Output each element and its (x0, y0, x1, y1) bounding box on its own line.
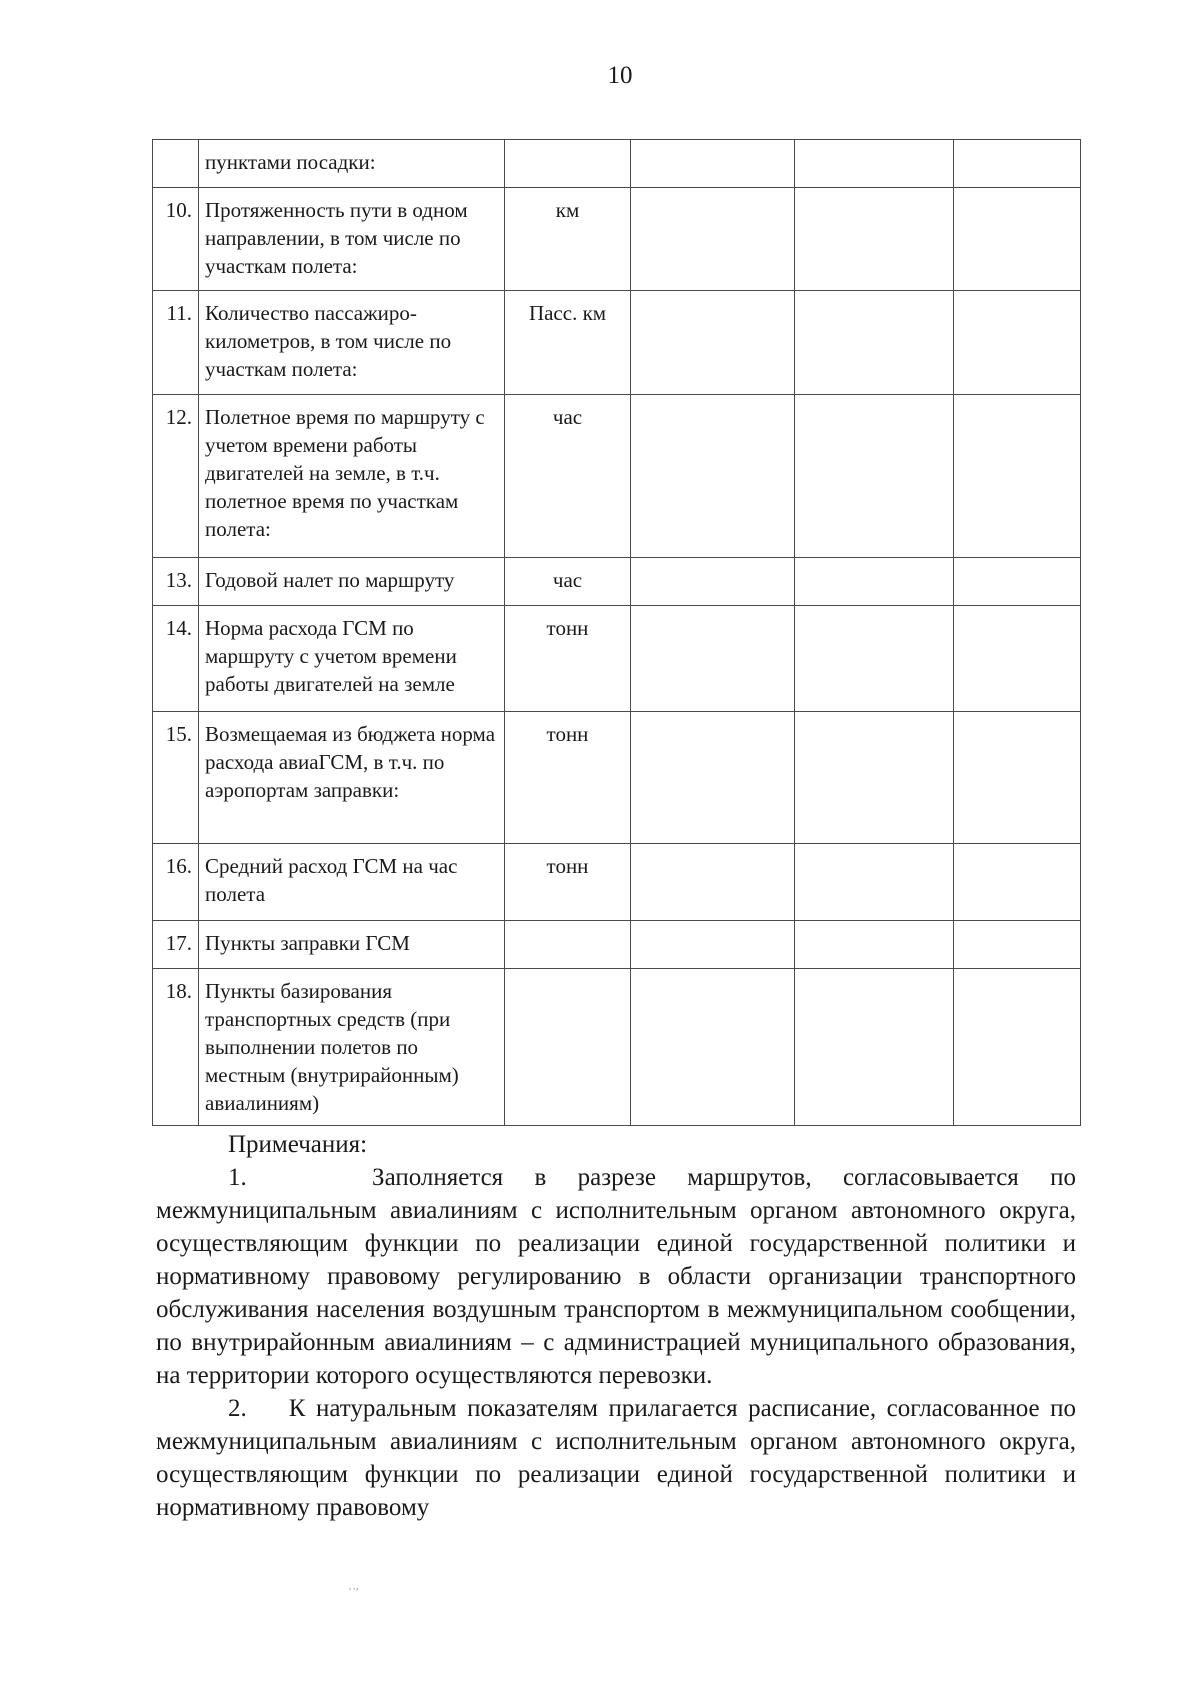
row-unit: час (505, 558, 631, 606)
row-label: Полетное время по маршруту с учетом времени работы двигателей на земле, в т.ч. полетное время по участкам полета: (199, 395, 505, 558)
row-label: Возмещаемая из бюджета норма расхода авиаГСМ, в т.ч. по аэропортам заправки: (199, 712, 505, 844)
row-unit: Пасс. км (505, 291, 631, 395)
note-item-1: 1. Заполняется в разрезе маршрутов, согласовывается по межмуниципальным авиалиниям с исполнительным органом автономного округа, осуществляющим функции по реализации единой государственной политики и нормативному правовому регулированию в области организации транспортного обслуживания населения воздушным транспортом в межмуниципальном сообщении, по внутрирайонным авиалиниям – с администрацией муниципального образования, на территории которого осуществляются перевозки. (156, 1164, 1076, 1389)
row-number: 12. (153, 395, 199, 558)
row-label: Пункты базирования транспортных средств (при выполнении полетов по местным (внутрирайонным) авиалиниям) (199, 969, 505, 1126)
table-row (153, 188, 1081, 291)
table-row (153, 395, 1081, 558)
empty-cell (954, 291, 1081, 395)
table-row (153, 844, 1081, 921)
empty-cell (631, 606, 795, 712)
row-label: Протяженность пути в одном направлении, в том числе по участкам полета: (199, 188, 505, 291)
empty-cell (954, 140, 1081, 188)
row-unit (505, 140, 631, 188)
table-row (153, 140, 1081, 188)
empty-cell (795, 188, 954, 291)
indicators-table (152, 139, 1081, 1126)
empty-cell (631, 921, 795, 969)
row-label: Средний расход ГСМ на час полета (199, 844, 505, 921)
empty-cell (954, 558, 1081, 606)
row-label: Годовой налет по маршруту (199, 558, 505, 606)
empty-cell (954, 921, 1081, 969)
empty-cell (954, 188, 1081, 291)
row-number: 11. (153, 291, 199, 395)
table-row (153, 606, 1081, 712)
row-number: 10. (153, 188, 199, 291)
empty-cell (954, 844, 1081, 921)
note-item-2: 2. К натуральным показателям прилагается расписание, согласованное по межмуниципальным авиалиниям с исполнительным органом автономного округа, осуществляющим функции по реализации единой государственной политики и нормативному правовому (156, 1395, 1076, 1521)
empty-cell (631, 712, 795, 844)
row-number (153, 140, 199, 188)
table-row (153, 291, 1081, 395)
row-number: 14. (153, 606, 199, 712)
row-number: 15. (153, 712, 199, 844)
table-row (153, 921, 1081, 969)
empty-cell (795, 558, 954, 606)
empty-cell (795, 606, 954, 712)
table-row (153, 969, 1081, 1126)
empty-cell (631, 558, 795, 606)
page-number: 10 (607, 62, 633, 89)
empty-cell (795, 921, 954, 969)
row-label: пунктами посадки: (199, 140, 505, 188)
table-row (153, 558, 1081, 606)
row-number: 16. (153, 844, 199, 921)
empty-cell (795, 140, 954, 188)
row-unit: тонн (505, 844, 631, 921)
empty-cell (631, 844, 795, 921)
row-unit: тонн (505, 606, 631, 712)
table-row (153, 712, 1081, 844)
empty-cell (631, 969, 795, 1126)
empty-cell (795, 395, 954, 558)
row-unit: тонн (505, 712, 631, 844)
empty-cell (631, 291, 795, 395)
row-label: Пункты заправки ГСМ (199, 921, 505, 969)
row-label: Норма расхода ГСМ по маршруту с учетом времени работы двигателей на земле (199, 606, 505, 712)
empty-cell (631, 140, 795, 188)
row-label: Количество пассажиро-километров, в том числе по участкам полета: (199, 291, 505, 395)
row-unit (505, 969, 631, 1126)
row-unit: км (505, 188, 631, 291)
notes-title: Примечания: (228, 1131, 368, 1158)
empty-cell (631, 188, 795, 291)
row-unit: час (505, 395, 631, 558)
scan-mark: ʿʾʹ (348, 1585, 359, 1599)
row-number: 17. (153, 921, 199, 969)
empty-cell (631, 395, 795, 558)
empty-cell (954, 712, 1081, 844)
row-number: 18. (153, 969, 199, 1126)
empty-cell (954, 395, 1081, 558)
row-unit (505, 921, 631, 969)
row-number: 13. (153, 558, 199, 606)
empty-cell (795, 844, 954, 921)
notes-section (156, 1128, 1076, 1524)
empty-cell (795, 969, 954, 1126)
empty-cell (795, 291, 954, 395)
empty-cell (954, 969, 1081, 1126)
empty-cell (795, 712, 954, 844)
empty-cell (954, 606, 1081, 712)
